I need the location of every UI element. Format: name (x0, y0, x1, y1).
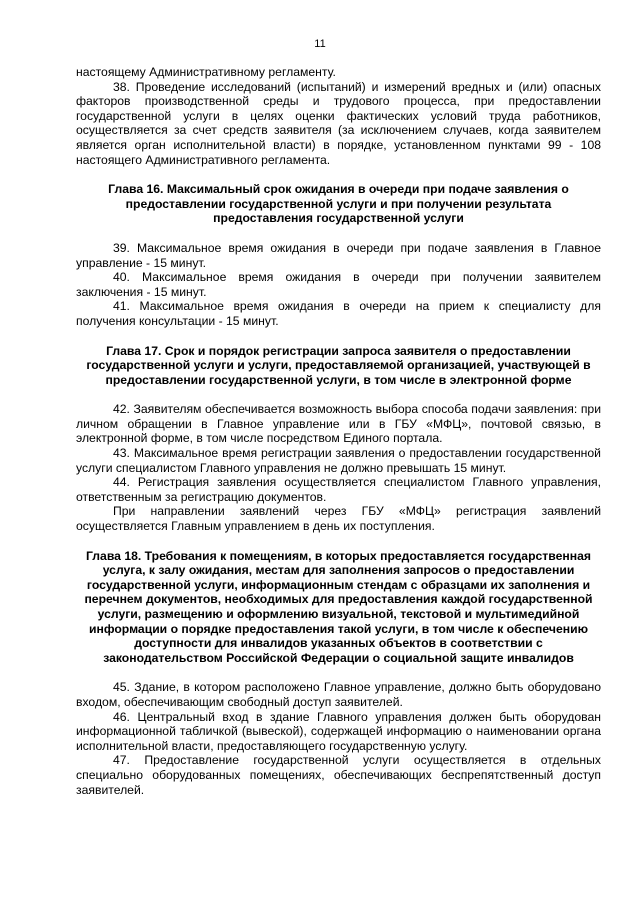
chapter-17-heading: Глава 17. Срок и порядок регистрации запроса заявителя о предоставлении государственной услуги и услуги, предоставляемой организацией, участвующей в предоставлении государственной услуги, в том числе в электронной форме (86, 343, 591, 387)
paragraph-46: 46. Центральный вход в здание Главного управления должен быть оборудован информационной табличкой (вывеской), содержащей информацию о наименовании органа исполнительной власти, предоставляющего государственную услугу. (76, 709, 601, 753)
paragraph-47: 47. Предоставление государственной услуги осуществляется в отдельных специально оборудованных помещениях, обеспечивающих беспрепятственный доступ заявителей. (76, 753, 601, 797)
paragraph-44: 44. Регистрация заявления осуществляется специалистом Главного управления, ответственным за регистрацию документов. (76, 475, 601, 504)
paragraph-43: 43. Максимальное время регистрации заявления о предоставлении государственной услуги специалистом Главного управления не должно превышать 15 минут. (76, 446, 601, 475)
paragraph-40: 40. Максимальное время ожидания в очереди при получении заявителем заключения - 15 минут. (76, 270, 601, 299)
paragraph-42: 42. Заявителям обеспечивается возможность выбора способа подачи заявления: при личном обращении в Главное управление или в ГБУ «МФЦ», почтовой связью, в электронной форме, в том числе посредством Единого портала. (76, 402, 601, 446)
paragraph-41: 41. Максимальное время ожидания в очереди на прием к специалисту для получения консультации - 15 минут. (76, 299, 601, 328)
chapter-16-heading: Глава 16. Максимальный срок ожидания в очереди при подаче заявления о предоставлении государственной услуги и при получении результата предоставления государственной услуги (108, 182, 569, 226)
paragraph-continuation: настоящему Административному регламенту. (76, 65, 336, 79)
paragraph-45: 45. Здание, в котором расположено Главное управление, должно быть оборудовано входом, обеспечивающим свободный доступ заявителей. (76, 680, 601, 709)
paragraph-39: 39. Максимальное время ожидания в очереди при подаче заявления в Главное управление - 15 минут. (76, 240, 601, 270)
paragraph-44-continuation: При направлении заявлений через ГБУ «МФЦ» регистрация заявлений осуществляется Главным управлением в день их поступления. (76, 504, 601, 534)
document-body (76, 65, 601, 797)
chapter-18-heading: Глава 18. Требования к помещениям, в которых предоставляется государственная услуга, к залу ожидания, местам для заполнения запросов о предоставлении государственной услуги, информационным стендам с образцами их заполнения и перечнем документов, необходимых для предоставления каждой государственной услуги, размещению и оформлению визуальной, текстовой и мультимедийной информации о порядке предоставления такой услуги, в том числе к обеспечению доступности для инвалидов указанных объектов в соответствии с законодательством Российской Федерации о социальной защите инвалидов (84, 548, 593, 665)
page-number: 11 (314, 38, 326, 50)
paragraph-38: 38. Проведение исследований (испытаний) и измерений вредных и (или) опасных факторов производственной среды и трудового процесса, при предоставлении государственной услуги в целях оценки фактических условий труда работников, осуществляется за счет средств заявителя (за исключением случаев, когда заявителем является орган исполнительной власти) в порядке, установленном пунктами 99 - 108 настоящего Административного регламента. (76, 79, 601, 167)
